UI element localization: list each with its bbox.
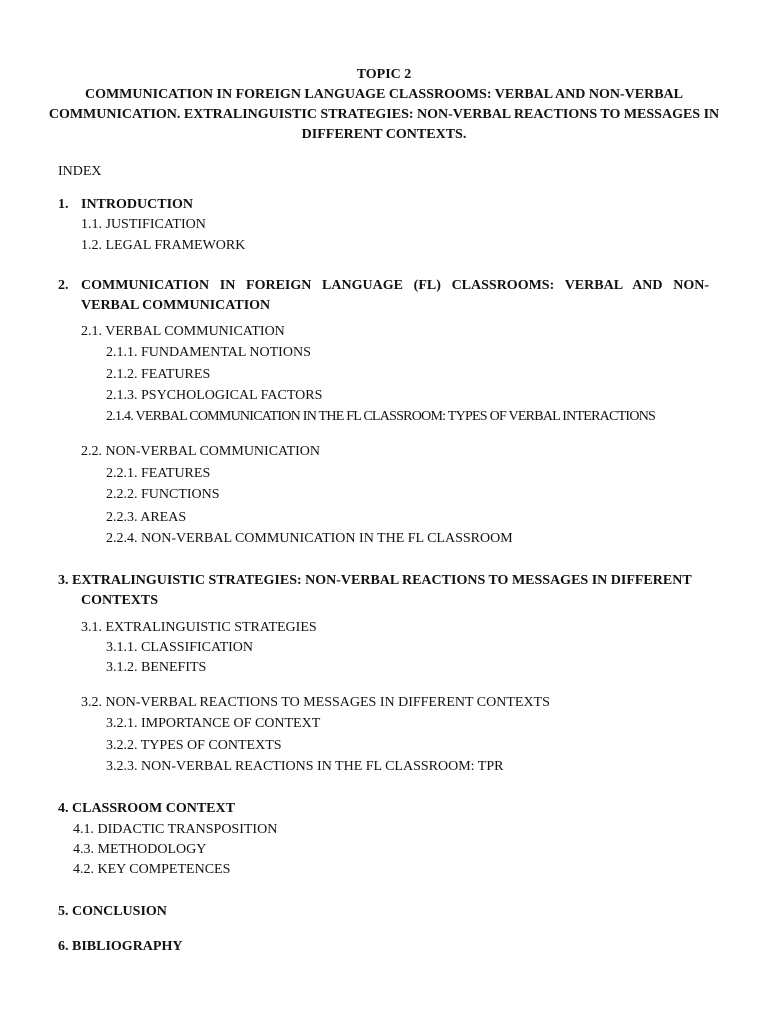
list-item: 2.1.2. FEATURES	[106, 367, 211, 382]
section-1-number: 1.	[58, 197, 69, 212]
section-5-title: 5. CONCLUSION	[58, 904, 167, 919]
subsection-3-1-title: 3.1. EXTRALINGUISTIC STRATEGIES	[81, 620, 317, 635]
section-2-number: 2.	[58, 278, 69, 293]
list-item: 2.2.1. FEATURES	[106, 466, 211, 481]
section-3-title-line-2: CONTEXTS	[81, 593, 159, 608]
title-line-2: COMMUNICATION. EXTRALINGUISTIC STRATEGIES: NON-VERBAL REACTIONS TO MESSAGES IN	[48, 107, 720, 122]
subsection-3-2-title: 3.2. NON-VERBAL REACTIONS TO MESSAGES IN DIFFERENT CONTEXTS	[81, 695, 550, 710]
section-6-title: 6. BIBLIOGRAPHY	[58, 939, 183, 954]
list-item: 3.2.3. NON-VERBAL REACTIONS IN THE FL CLASSROOM: TPR	[106, 759, 504, 774]
list-item: 3.2.2. TYPES OF CONTEXTS	[106, 738, 282, 753]
list-item: 1.1. JUSTIFICATION	[81, 217, 206, 232]
list-item: 2.1.3. PSYCHOLOGICAL FACTORS	[106, 388, 323, 403]
list-item: 4.1. DIDACTIC TRANSPOSITION	[73, 822, 278, 837]
list-item: 2.2.2. FUNCTIONS	[106, 487, 220, 502]
section-2-title-line-1: COMMUNICATION IN FOREIGN LANGUAGE (FL) CLASSROOMS: VERBAL AND NON-	[81, 278, 709, 293]
subsection-2-2-title: 2.2. NON-VERBAL COMMUNICATION	[81, 444, 321, 459]
list-item: 2.1.1. FUNDAMENTAL NOTIONS	[106, 345, 311, 360]
list-item: 3.1.2. BENEFITS	[106, 660, 207, 675]
section-4-title: 4. CLASSROOM CONTEXT	[58, 801, 235, 816]
list-item: 3.1.1. CLASSIFICATION	[106, 640, 254, 655]
section-2-title-line-2: VERBAL COMMUNICATION	[81, 298, 271, 313]
list-item: 4.2. KEY COMPETENCES	[73, 862, 231, 877]
list-item: 4.3. METHODOLOGY	[73, 842, 207, 857]
list-item: 3.2.1. IMPORTANCE OF CONTEXT	[106, 716, 321, 731]
title-line-3: DIFFERENT CONTEXTS.	[301, 127, 467, 142]
section-1-title: INTRODUCTION	[81, 197, 194, 212]
list-item: 2.1.4. VERBAL COMMUNICATION IN THE FL CLASSROOM: TYPES OF VERBAL INTERACTIONS	[106, 409, 656, 424]
topic-label: TOPIC 2	[356, 67, 412, 82]
list-item: 1.2. LEGAL FRAMEWORK	[81, 238, 246, 253]
index-label: INDEX	[58, 164, 102, 179]
list-item: 2.2.3. AREAS	[106, 510, 187, 525]
subsection-2-1-title: 2.1. VERBAL COMMUNICATION	[81, 324, 285, 339]
list-item: 2.2.4. NON-VERBAL COMMUNICATION IN THE FL CLASSROOM	[106, 531, 513, 546]
section-3-title-line-1: 3. EXTRALINGUISTIC STRATEGIES: NON-VERBAL REACTIONS TO MESSAGES IN DIFFERENT	[58, 573, 692, 588]
title-line-1: COMMUNICATION IN FOREIGN LANGUAGE CLASSROOMS: VERBAL AND NON-VERBAL	[84, 87, 684, 102]
